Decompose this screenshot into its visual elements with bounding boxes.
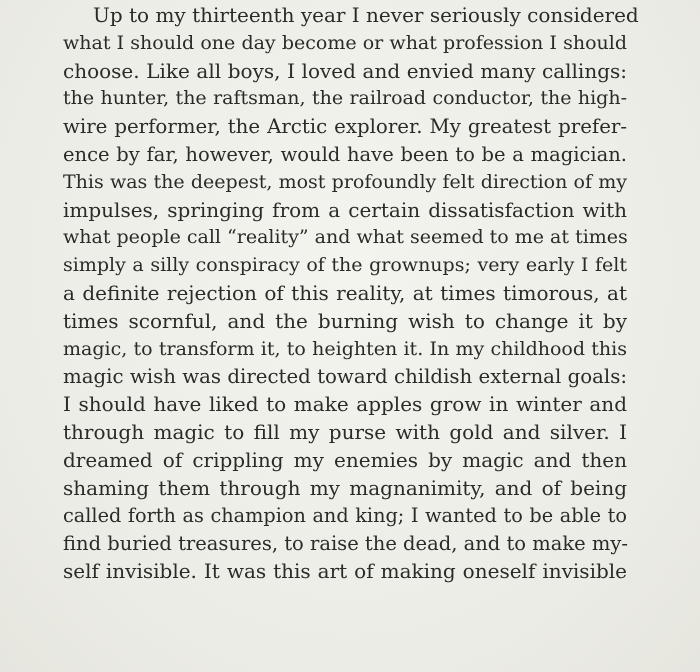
text-line: called forth as champion and king; I wanted to be able to [63,504,627,528]
text-line: through magic to fill my purse with gold and silver. I [63,419,627,444]
body-paragraph [0,2,700,586]
text-line: magic wish was directed toward childish external goals: [63,365,627,389]
text-line: I should have liked to make apples grow in winter and [63,392,627,417]
text-line: a definite rejection of this reality, at times timorous, at [63,280,627,305]
text-line: what people call “reality” and what seemed to me at times [63,226,628,249]
text-line: the hunter, the raftsman, the railroad conductor, the high- [63,87,627,110]
text-line: wire performer, the Arctic explorer. My greatest prefer- [63,115,627,139]
text-line: This was the deepest, most profoundly felt direction of my [63,170,627,193]
text-line: magic, to transform it, to heighten it. In my childhood this [63,337,627,360]
text-line: simply a silly conspiracy of the grownups; very early I felt [63,254,627,277]
text-line: find buried treasures, to raise the dead, and to make my- [63,532,628,556]
text-line: ence by far, however, would have been to be a magician. [63,142,627,166]
text-line: impulses, springing from a certain dissatisfaction with [63,197,627,222]
text-line: times scornful, and the burning wish to change it by [63,308,627,333]
text-line: what I should one day become or what profession I should [63,31,627,54]
text-line: choose. Like all boys, I loved and envied many callings: [63,58,627,83]
text-line: self invisible. It was this art of making oneself invisible [63,558,627,583]
text-line: Up to my thirteenth year I never seriously considered [93,3,639,27]
text-line: dreamed of crippling my enemies by magic and then [63,447,627,472]
text-line: shaming them through my magnanimity, and of being [63,475,627,500]
